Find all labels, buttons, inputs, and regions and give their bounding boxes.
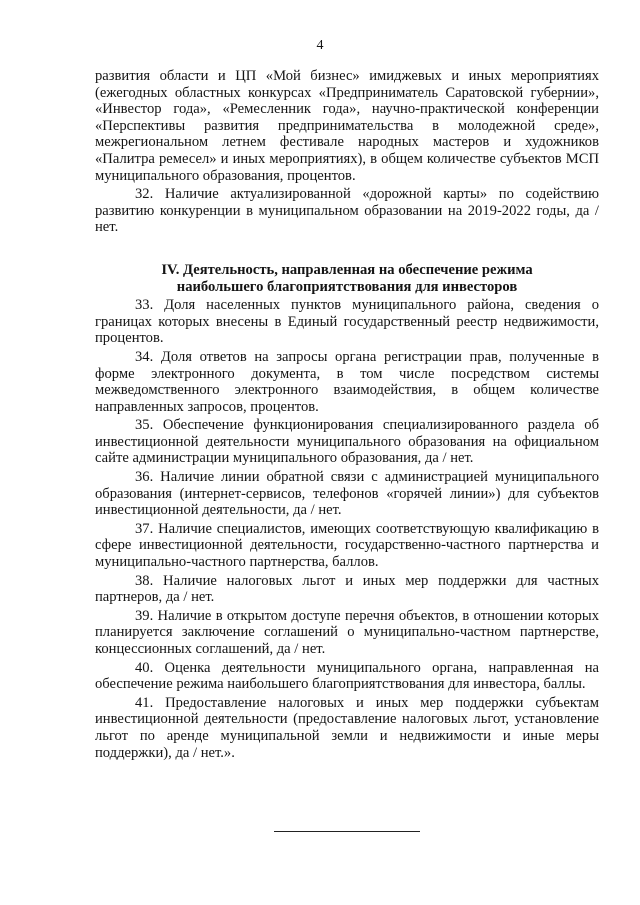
footer-divider-line: [274, 831, 420, 832]
section-heading: [95, 262, 599, 295]
paragraph-item-41: 41. Предоставление налоговых и иных мер поддержки субъектам инвестиционной деятельности (предоставление налоговых льгот, установление льгот по аренде муниципальной земли и недвижимости и иные меры поддержки), да / нет.».: [95, 694, 599, 761]
paragraph-item-32: 32. Наличие актуализированной «дорожной карты» по содействию развитию конкуренции в муниципальном образовании на 2019-2022 годы, да / нет.: [95, 186, 599, 236]
page-number: 4: [316, 38, 324, 53]
paragraph-item-40: 40. Оценка деятельности муниципального органа, направленная на обеспечение режима наибольшего благоприятствования для инвестора, баллы.: [95, 659, 599, 693]
paragraph-item-35: 35. Обеспечение функционирования специализированного раздела об инвестиционной деятельности муниципального образования на официальном сайте администрации муниципального образования, да / нет.: [95, 417, 599, 467]
section-heading-line-2: наибольшего благоприятствования для инвесторов: [176, 278, 518, 295]
paragraph-item-38: 38. Наличие налоговых льгот и иных мер поддержки для частных партнеров, да / нет.: [95, 572, 599, 606]
paragraph-item-34: 34. Доля ответов на запросы органа регистрации прав, полученные в форме электронного документа, в том числе посредством системы межведомственного электронного взаимодействия, в общем количестве направленных запросов, процентов.: [95, 348, 599, 415]
section-heading-line-1: IV. Деятельность, направленная на обеспечение режима: [161, 261, 533, 278]
paragraph-item-39: 39. Наличие в открытом доступе перечня объектов, в отношении которых планируется заключение соглашений о муниципально-частном партнерстве, концессионных соглашений, да / нет.: [95, 607, 599, 657]
paragraph-item-37: 37. Наличие специалистов, имеющих соответствующую квалификацию в сфере инвестиционной деятельности, государственно-частного партнерства и муниципально-частного партнерства, баллов.: [95, 520, 599, 571]
paragraph-continuation: развития области и ЦП «Мой бизнес» имиджевых и иных мероприятиях (ежегодных областных конкурсах «Предприниматель Саратовской губернии», «Инвестор года», «Ремесленник года», научно-практической конференции «Перспективы развития предпринимательства в молодежной среде», межрегиональном летнем фестивале народных мастеров и художников «Палитра ремесел» и иных мероприятиях), в общем количестве субъектов МСП муниципального образования, процентов.: [95, 68, 599, 184]
paragraph-item-36: 36. Наличие линии обратной связи с администрацией муниципального образования (интернет-сервисов, телефонов «горячей линии») для субъектов инвестиционной деятельности, да / нет.: [95, 469, 599, 519]
document-body: [95, 68, 599, 763]
paragraph-item-33: 33. Доля населенных пунктов муниципального района, сведения о границах которых внесены в Единый государственный реестр недвижимости, процентов.: [95, 297, 599, 347]
